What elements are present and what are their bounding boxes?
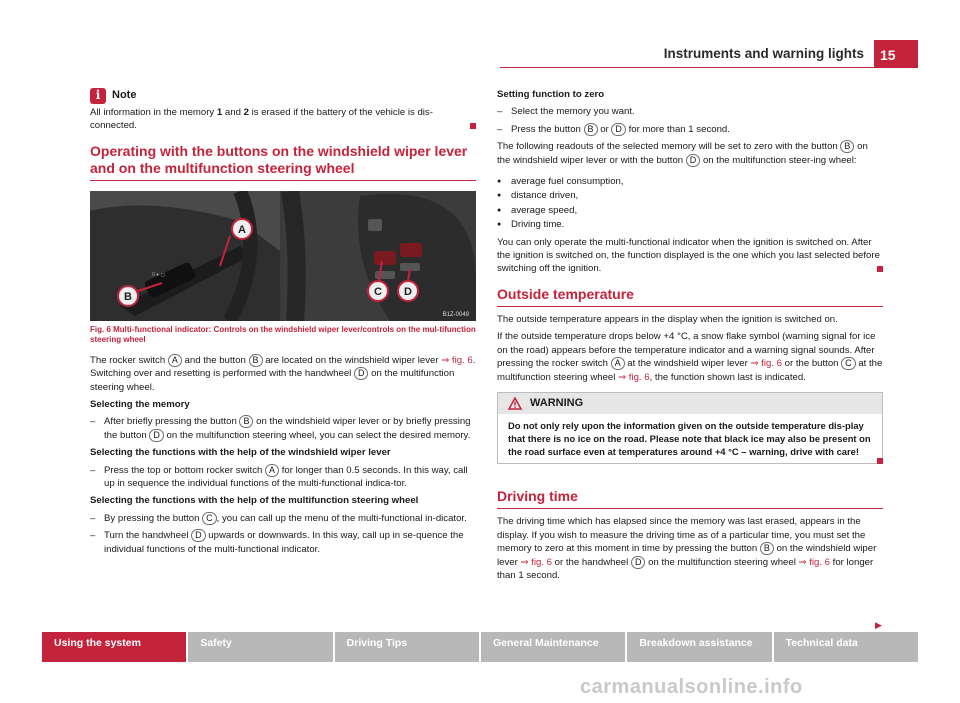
paragraph-driving-time: The driving time which has elapsed since the memory was last erased, appears in the display. If you wish to measure the driving time as of a particular time, you must set the memory to zero at this moment in time by pressing the button B on the windshield wiper lever ⇒ fig. 6 or the handwheel D on the multifunction steering wheel ⇒ fig. 6 for longer than 1 second.	[497, 516, 877, 581]
key-b: B	[840, 140, 854, 153]
figure-controls-photo	[90, 191, 476, 321]
heading-select-wheel: Selecting the functions with the help of the multifunction steering wheel	[90, 495, 419, 507]
warning-header	[498, 393, 882, 414]
figure-illustration	[90, 191, 476, 321]
tab-using-the-system[interactable]: Using the system	[42, 632, 186, 662]
figure-label-c: C	[374, 285, 382, 298]
list-item: ● average speed,	[497, 204, 883, 217]
tab-breakdown-assistance[interactable]: Breakdown assistance	[627, 632, 771, 662]
continue-arrow-icon: ▶	[875, 620, 882, 630]
figure-caption: Fig. 6 Multi-functional indicator: Controls on the windshield wiper lever/controls on the mul-tifunction steering wheel	[90, 324, 476, 345]
list-item: ● distance driven,	[497, 189, 883, 202]
paragraph-outside-2: If the outside temperature drops below +4 °C, a snow flake symbol (warning signal for ice on the road) appears before the temperature indicator and a warning signal sounds. After pressing the rocker switch A at the windshield wiper lever ⇒ fig. 6 or the button C at the multifunction steering wheel ⇒ fig. 6, the function shown last is indicated.	[497, 331, 883, 383]
heading-select-memory: Selecting the memory	[90, 399, 190, 411]
note-title: Note	[112, 89, 137, 102]
footer-nav	[42, 632, 918, 662]
header-rule	[500, 67, 874, 68]
fig-link[interactable]: ⇒ fig. 6	[441, 354, 473, 366]
tab-driving-tips[interactable]: Driving Tips	[335, 632, 479, 662]
watermark: carmanualsonline.info	[580, 676, 803, 698]
readout-list	[497, 175, 883, 232]
key-b: B	[584, 123, 598, 136]
key-a: A	[265, 464, 279, 477]
key-c: C	[841, 357, 856, 370]
key-a: A	[168, 354, 182, 367]
note-header	[90, 88, 476, 104]
warning-triangle-icon	[508, 397, 522, 410]
list-item: – Press the top or bottom rocker switch A for longer than 0.5 seconds. In this way, call up in sequence the individual functions of the multi-functional indica-tor.	[90, 464, 476, 491]
warning-title: WARNING	[530, 396, 584, 409]
section-end-icon	[877, 458, 883, 464]
list-item: – Select the memory you want.	[497, 105, 883, 118]
figure-label-b: B	[124, 290, 132, 303]
tab-technical-data[interactable]: Technical data	[774, 632, 918, 662]
fig-link[interactable]: ⇒ fig. 6	[750, 358, 782, 370]
info-icon: i	[90, 88, 106, 104]
fig-link[interactable]: ⇒ fig. 6	[520, 556, 552, 568]
right-column	[497, 88, 883, 586]
section-title-outside-temperature: Outside temperature	[497, 286, 883, 307]
figure-label-a: A	[238, 223, 246, 236]
key-d: D	[686, 154, 701, 167]
svg-text:0 ● ◻: 0 ● ◻	[152, 271, 165, 278]
section-title-driving-time: Driving time	[497, 488, 883, 509]
paragraph-zero: The following readouts of the selected memory will be set to zero with the button B on the windshield wiper lever or with the button D on the multifunction steer-ing wheel:	[497, 141, 868, 166]
tab-safety[interactable]: Safety	[188, 632, 332, 662]
list-item: ● average fuel consumption,	[497, 175, 883, 188]
key-b: B	[760, 542, 774, 555]
key-d: D	[631, 556, 646, 569]
key-b: B	[249, 354, 263, 367]
paragraph-outside-1: The outside temperature appears in the display when the ignition is switched on.	[497, 313, 838, 325]
page-header-title: Instruments and warning lights	[663, 46, 864, 61]
paragraph-rocker: The rocker switch A and the button B are located on the windshield wiper lever ⇒ fig. 6. Switching over and resetting is performed with the handwheel D on the multifunction steering wheel.	[90, 354, 476, 393]
tab-general-maintenance[interactable]: General Maintenance	[481, 632, 625, 662]
left-column	[90, 88, 476, 560]
list-item: – Turn the handwheel D upwards or downwards. In this way, call up in se-quence the individual functions of the multi-functional indicator.	[90, 529, 476, 556]
key-b: B	[239, 415, 253, 428]
fig-link[interactable]: ⇒ fig. 6	[618, 371, 650, 383]
key-a: A	[611, 357, 625, 370]
list-item: – By pressing the button C , you can call up the menu of the multi-functional in-dicator.	[90, 512, 476, 525]
key-d: D	[191, 529, 206, 542]
heading-select-wiper: Selecting the functions with the help of the windshield wiper lever	[90, 447, 391, 459]
paragraph-ignition: You can only operate the multi-functional indicator when the ignition is switched on. After the ignition is switched on, the function displayed is the one which you last selected before switching off the ignition.	[497, 236, 883, 276]
list-item: – After briefly pressing the button B on the windshield wiper lever or by briefly pressing the button D on the multifunction steering wheel, you can select the desired memory.	[90, 415, 476, 442]
heading-zero: Setting function to zero	[497, 89, 605, 100]
section-end-icon	[470, 123, 476, 129]
key-d: D	[149, 429, 164, 442]
key-d: D	[611, 123, 626, 136]
warning-text: Do not only rely upon the information given on the outside temperature dis-play that there is no ice on the road. Please note that black ice may also be present on the road surface even at temperatures around +4 °C – warning, drive with care!	[508, 420, 871, 458]
list-item: – Press the button B or D for more than 1 second.	[497, 123, 883, 136]
key-c: C	[202, 512, 217, 525]
figure-label-d: D	[404, 285, 412, 298]
page-number: 15	[874, 40, 918, 68]
list-item: ● Driving time.	[497, 218, 883, 231]
fig-link[interactable]: ⇒ fig. 6	[798, 556, 831, 568]
note-text: All information in the memory 1 and 2 is erased if the battery of the vehicle is dis-connected.	[90, 106, 476, 133]
figure-code: B1Z-0049	[442, 311, 469, 318]
section-title-buttons: Operating with the buttons on the windshield wiper lever and on the multifunction steering wheel	[90, 143, 476, 181]
section-end-icon	[877, 266, 883, 272]
warning-box	[497, 392, 883, 464]
key-d: D	[354, 367, 369, 380]
